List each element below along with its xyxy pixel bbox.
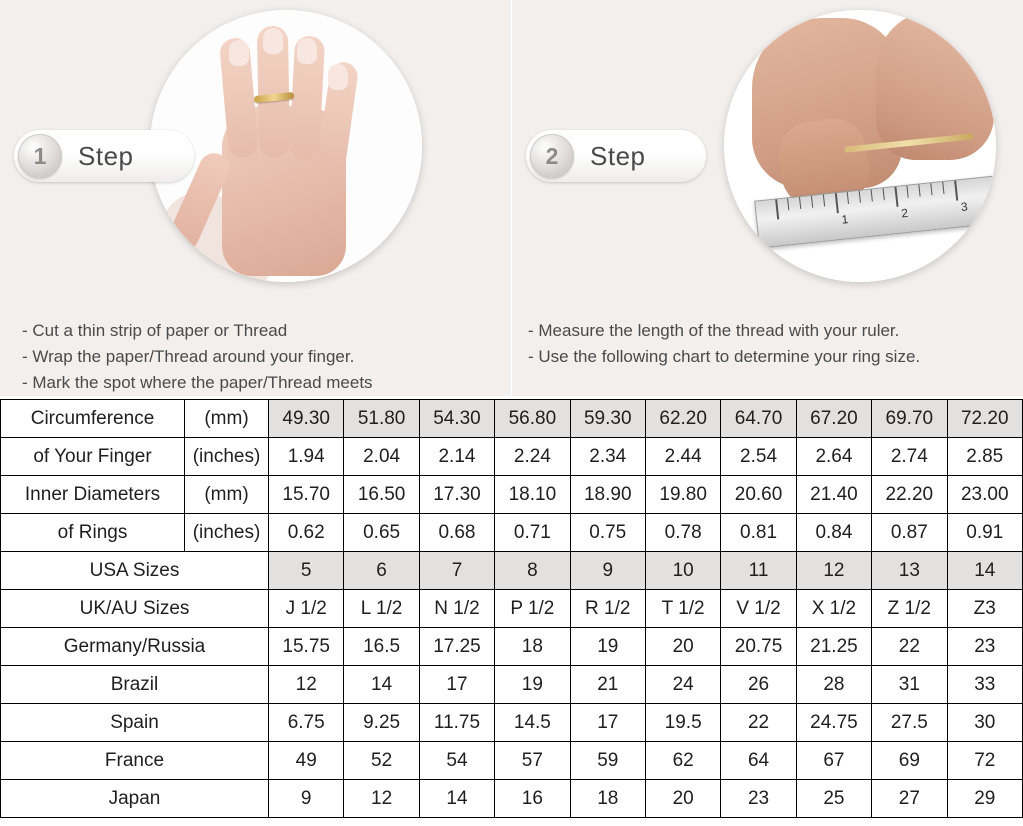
step-1-bullet-1: - Cut a thin strip of paper or Thread bbox=[22, 321, 288, 340]
cell: 17 bbox=[570, 704, 645, 742]
step-1-panel bbox=[0, 0, 512, 396]
cell: 69 bbox=[872, 742, 947, 780]
cell: 27.5 bbox=[872, 704, 947, 742]
step-1-badge bbox=[14, 130, 194, 182]
cell: 18 bbox=[495, 628, 570, 666]
cell: 10 bbox=[645, 552, 720, 590]
row-label-france: France bbox=[1, 742, 269, 780]
row-label-of-rings: of Rings bbox=[1, 514, 185, 552]
cell: 17 bbox=[419, 666, 494, 704]
cell: 26 bbox=[721, 666, 796, 704]
row-unit-mm: (mm) bbox=[185, 476, 269, 514]
cell: 56.80 bbox=[495, 400, 570, 438]
cell: 17.30 bbox=[419, 476, 494, 514]
cell: 2.14 bbox=[419, 438, 494, 476]
cell: 0.62 bbox=[269, 514, 344, 552]
row-label-germany-russia: Germany/Russia bbox=[1, 628, 269, 666]
cell: 2.64 bbox=[796, 438, 871, 476]
cell: Z3 bbox=[947, 590, 1022, 628]
cell: 7 bbox=[419, 552, 494, 590]
cell: P 1/2 bbox=[495, 590, 570, 628]
cell: 24 bbox=[645, 666, 720, 704]
cell: 49.30 bbox=[269, 400, 344, 438]
row-label-usa-sizes: USA Sizes bbox=[1, 552, 269, 590]
cell: 0.71 bbox=[495, 514, 570, 552]
cell: 27 bbox=[872, 780, 947, 818]
step-1-number: 1 bbox=[18, 134, 62, 178]
step-2-instructions bbox=[528, 318, 920, 370]
cell: 51.80 bbox=[344, 400, 419, 438]
cell: L 1/2 bbox=[344, 590, 419, 628]
cell: 31 bbox=[872, 666, 947, 704]
cell: 18.90 bbox=[570, 476, 645, 514]
cell: 18 bbox=[570, 780, 645, 818]
cell: 59.30 bbox=[570, 400, 645, 438]
cell: T 1/2 bbox=[645, 590, 720, 628]
cell: 22.20 bbox=[872, 476, 947, 514]
cell: 6.75 bbox=[269, 704, 344, 742]
cell: 21.25 bbox=[796, 628, 871, 666]
cell: 23 bbox=[721, 780, 796, 818]
cell: 0.65 bbox=[344, 514, 419, 552]
cell: 54.30 bbox=[419, 400, 494, 438]
cell: J 1/2 bbox=[269, 590, 344, 628]
cell: 0.81 bbox=[721, 514, 796, 552]
cell: 2.44 bbox=[645, 438, 720, 476]
cell: 19.80 bbox=[645, 476, 720, 514]
cell: 30 bbox=[947, 704, 1022, 742]
cell: 16 bbox=[495, 780, 570, 818]
cell: 9.25 bbox=[344, 704, 419, 742]
cell: 67.20 bbox=[796, 400, 871, 438]
table-row bbox=[1, 628, 1023, 666]
step-1-bullet-2: - Wrap the paper/Thread around your finger. bbox=[22, 347, 355, 366]
cell: 20.60 bbox=[721, 476, 796, 514]
row-label-of-your-finger: of Your Finger bbox=[1, 438, 185, 476]
cell: 21 bbox=[570, 666, 645, 704]
cell: X 1/2 bbox=[796, 590, 871, 628]
hand-with-ruler-illustration bbox=[724, 10, 996, 282]
cell: 17.25 bbox=[419, 628, 494, 666]
step-2-badge bbox=[526, 130, 706, 182]
cell: 2.74 bbox=[872, 438, 947, 476]
cell: 2.54 bbox=[721, 438, 796, 476]
table-row bbox=[1, 742, 1023, 780]
cell: 72 bbox=[947, 742, 1022, 780]
table-row bbox=[1, 476, 1023, 514]
cell: 9 bbox=[570, 552, 645, 590]
step-2-number: 2 bbox=[530, 134, 574, 178]
cell: 23.00 bbox=[947, 476, 1022, 514]
cell: 14 bbox=[344, 666, 419, 704]
cell: 0.87 bbox=[872, 514, 947, 552]
cell: 54 bbox=[419, 742, 494, 780]
cell: 11.75 bbox=[419, 704, 494, 742]
cell: 2.24 bbox=[495, 438, 570, 476]
steps-section bbox=[0, 0, 1023, 396]
cell: Z 1/2 bbox=[872, 590, 947, 628]
step-2-panel bbox=[512, 0, 1023, 396]
cell: 67 bbox=[796, 742, 871, 780]
cell: 72.20 bbox=[947, 400, 1022, 438]
cell: 1.94 bbox=[269, 438, 344, 476]
cell: 20.75 bbox=[721, 628, 796, 666]
cell: 12 bbox=[269, 666, 344, 704]
ruler-mark-2: 2 bbox=[900, 205, 909, 221]
row-unit-inches: (inches) bbox=[185, 438, 269, 476]
table-row bbox=[1, 666, 1023, 704]
cell: 0.78 bbox=[645, 514, 720, 552]
cell: 22 bbox=[721, 704, 796, 742]
cell: 0.75 bbox=[570, 514, 645, 552]
table-row bbox=[1, 552, 1023, 590]
row-label-inner-diameters: Inner Diameters bbox=[1, 476, 185, 514]
step-1-instructions bbox=[22, 318, 373, 396]
row-label-brazil: Brazil bbox=[1, 666, 269, 704]
row-label-spain: Spain bbox=[1, 704, 269, 742]
cell: 69.70 bbox=[872, 400, 947, 438]
cell: 15.75 bbox=[269, 628, 344, 666]
cell: 2.34 bbox=[570, 438, 645, 476]
cell: V 1/2 bbox=[721, 590, 796, 628]
row-unit-mm: (mm) bbox=[185, 400, 269, 438]
cell: 2.04 bbox=[344, 438, 419, 476]
cell: 9 bbox=[269, 780, 344, 818]
cell: 52 bbox=[344, 742, 419, 780]
row-label-japan: Japan bbox=[1, 780, 269, 818]
cell: 18.10 bbox=[495, 476, 570, 514]
cell: 33 bbox=[947, 666, 1022, 704]
table-row bbox=[1, 590, 1023, 628]
cell: N 1/2 bbox=[419, 590, 494, 628]
cell: 20 bbox=[645, 780, 720, 818]
ring-size-table bbox=[0, 399, 1023, 818]
cell: 29 bbox=[947, 780, 1022, 818]
cell: 12 bbox=[344, 780, 419, 818]
step-2-bullet-2: - Use the following chart to determine your ring size. bbox=[528, 347, 921, 366]
cell: 59 bbox=[570, 742, 645, 780]
cell: 15.70 bbox=[269, 476, 344, 514]
cell: 24.75 bbox=[796, 704, 871, 742]
cell: 64.70 bbox=[721, 400, 796, 438]
ring-size-table-body bbox=[1, 400, 1023, 818]
step-1-bullet-3: - Mark the spot where the paper/Thread meets bbox=[22, 373, 373, 392]
cell: 19 bbox=[570, 628, 645, 666]
cell: 62.20 bbox=[645, 400, 720, 438]
cell: 6 bbox=[344, 552, 419, 590]
cell: 0.91 bbox=[947, 514, 1022, 552]
cell: 19.5 bbox=[645, 704, 720, 742]
ruler-mark-1: 1 bbox=[840, 212, 849, 227]
cell: 11 bbox=[721, 552, 796, 590]
row-label-uk-au-sizes: UK/AU Sizes bbox=[1, 590, 269, 628]
cell: 21.40 bbox=[796, 476, 871, 514]
cell: 22 bbox=[872, 628, 947, 666]
cell: 23 bbox=[947, 628, 1022, 666]
cell: 62 bbox=[645, 742, 720, 780]
cell: 25 bbox=[796, 780, 871, 818]
cell: 14 bbox=[947, 552, 1022, 590]
cell: 5 bbox=[269, 552, 344, 590]
cell: 14.5 bbox=[495, 704, 570, 742]
cell: R 1/2 bbox=[570, 590, 645, 628]
cell: 13 bbox=[872, 552, 947, 590]
table-row bbox=[1, 400, 1023, 438]
cell: 16.5 bbox=[344, 628, 419, 666]
cell: 12 bbox=[796, 552, 871, 590]
cell: 49 bbox=[269, 742, 344, 780]
step-2-bullet-1: - Measure the length of the thread with your ruler. bbox=[528, 321, 900, 340]
cell: 57 bbox=[495, 742, 570, 780]
cell: 20 bbox=[645, 628, 720, 666]
row-unit-inches: (inches) bbox=[185, 514, 269, 552]
table-row bbox=[1, 438, 1023, 476]
table-row bbox=[1, 704, 1023, 742]
cell: 14 bbox=[419, 780, 494, 818]
cell: 64 bbox=[721, 742, 796, 780]
cell: 0.84 bbox=[796, 514, 871, 552]
cell: 16.50 bbox=[344, 476, 419, 514]
cell: 28 bbox=[796, 666, 871, 704]
table-row bbox=[1, 780, 1023, 818]
step-1-label: Step bbox=[78, 140, 134, 171]
cell: 2.85 bbox=[947, 438, 1022, 476]
cell: 0.68 bbox=[419, 514, 494, 552]
row-label-circumference: Circumference bbox=[1, 400, 185, 438]
table-row bbox=[1, 514, 1023, 552]
cell: 8 bbox=[495, 552, 570, 590]
ruler-mark-3: 3 bbox=[960, 199, 969, 215]
cell: 19 bbox=[495, 666, 570, 704]
step-2-label: Step bbox=[590, 140, 646, 171]
step-2-photo bbox=[724, 10, 996, 282]
